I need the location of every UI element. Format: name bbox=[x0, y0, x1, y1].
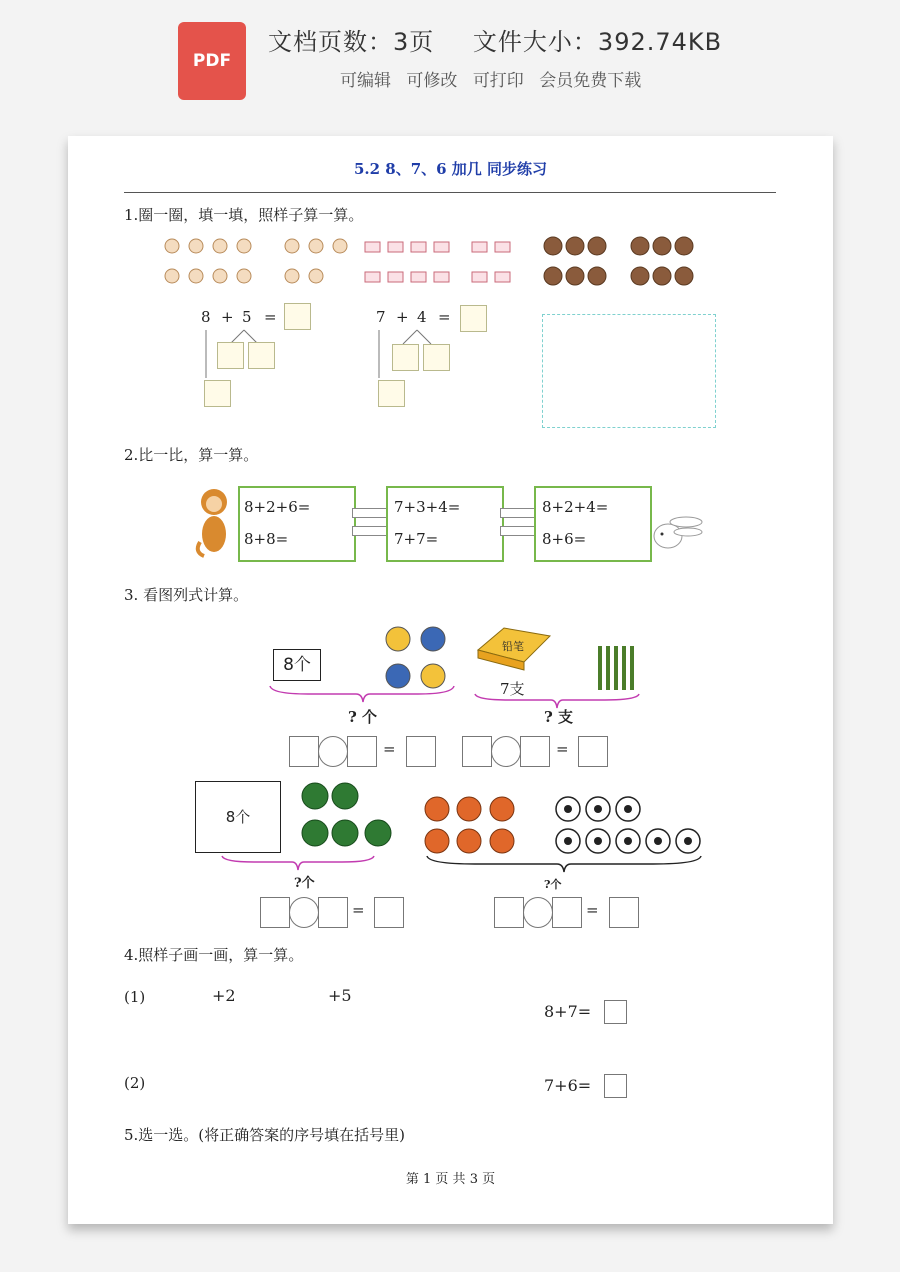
ex2-answer-box[interactable] bbox=[460, 305, 487, 332]
ex2-a: 7 bbox=[376, 308, 386, 326]
line-1-jump-1: +2 bbox=[212, 986, 236, 1005]
document-page bbox=[68, 136, 833, 1224]
line-1-answer-box[interactable] bbox=[604, 1000, 627, 1024]
q1-pictures bbox=[160, 234, 705, 296]
q3a-unit: ? 个 bbox=[348, 708, 378, 726]
pencils-icon bbox=[596, 642, 638, 694]
q3b-tag: 7支 bbox=[500, 680, 525, 698]
panel-2-line-2: 7+7= bbox=[394, 530, 439, 548]
ex2-eq: = bbox=[438, 308, 451, 326]
q3d-brace bbox=[425, 854, 705, 876]
connector-2a bbox=[500, 508, 536, 518]
line-1-id: (1) bbox=[124, 988, 146, 1006]
ex1-answer-box[interactable] bbox=[284, 303, 311, 330]
ex2-sum-box[interactable] bbox=[378, 380, 405, 407]
connector-2b bbox=[500, 526, 536, 536]
question-1-label: 1.圈一圈，填一填，照样子算一算。 bbox=[124, 206, 364, 224]
feature-download: 会员免费下载 bbox=[539, 71, 642, 91]
line-1-equation: 8+7= bbox=[544, 1002, 592, 1021]
volleyball-icons bbox=[383, 624, 453, 692]
q3c-unit: ?个 bbox=[294, 876, 315, 891]
ex1-a: 8 bbox=[201, 308, 211, 326]
page-count: 文档页数：3页 bbox=[268, 28, 435, 56]
file-size: 文件大小：392.74KB bbox=[472, 28, 723, 56]
pdf-icon: PDF bbox=[178, 22, 246, 100]
number-line-2 bbox=[148, 1068, 533, 1088]
question-2-label: 2.比一比，算一算。 bbox=[124, 446, 259, 464]
line-2-equation: 7+6= bbox=[544, 1076, 592, 1095]
q3c-result-box[interactable] bbox=[374, 897, 404, 928]
q3b-equals: = bbox=[556, 740, 569, 758]
watermelon-icons bbox=[300, 781, 400, 853]
pencil-box-icon bbox=[474, 622, 552, 674]
feature-editable: 可编辑 bbox=[340, 71, 391, 91]
ex1-sum-box[interactable] bbox=[204, 380, 231, 407]
q3d-unit: ?个 bbox=[544, 878, 562, 891]
q3a-result-box[interactable] bbox=[406, 736, 436, 767]
ex3-drawing-area[interactable] bbox=[542, 314, 716, 428]
q3a-known-box: 8个 bbox=[273, 649, 321, 681]
q3c-operator-circle[interactable] bbox=[289, 897, 319, 928]
ex1-eq: = bbox=[264, 308, 277, 326]
feature-modifiable: 可修改 bbox=[406, 71, 458, 91]
ex2-b: 4 bbox=[417, 308, 427, 326]
q3b-result-box[interactable] bbox=[578, 736, 608, 767]
question-4-label: 4.照样子画一画，算一算。 bbox=[124, 946, 304, 964]
monkey-icon bbox=[192, 482, 232, 560]
title-rule bbox=[124, 192, 776, 193]
q3c-known-box: 8个 bbox=[195, 781, 281, 853]
q3d-equals: = bbox=[586, 901, 599, 919]
ex1-b: 5 bbox=[242, 308, 252, 326]
document-header bbox=[0, 0, 900, 125]
line-2-id: (2) bbox=[124, 1074, 146, 1092]
soccer-ball-icons bbox=[554, 796, 706, 856]
question-5-label: 5.选一选。(将正确答案的序号填在括号里) bbox=[124, 1126, 406, 1144]
ex1-split-box-1[interactable] bbox=[217, 342, 244, 369]
connector-1a bbox=[352, 508, 388, 518]
line-1-jump-2: +5 bbox=[328, 986, 352, 1005]
q3c-equals: = bbox=[352, 901, 365, 919]
q3d-result-box[interactable] bbox=[609, 897, 639, 928]
basketball-icons bbox=[424, 796, 524, 856]
ex2-split-box-1[interactable] bbox=[392, 344, 419, 371]
q3b-operator-circle[interactable] bbox=[491, 736, 521, 767]
pencil-box-label: 铅笔 bbox=[502, 640, 524, 653]
feature-printable: 可打印 bbox=[472, 71, 524, 91]
connector-1b bbox=[352, 526, 388, 536]
q3a-eq-box-1[interactable] bbox=[289, 736, 319, 767]
panel-1-line-2: 8+8= bbox=[244, 530, 289, 548]
q3c-brace bbox=[220, 854, 380, 874]
q3d-operator-circle[interactable] bbox=[523, 897, 553, 928]
q3a-eq-box-2[interactable] bbox=[347, 736, 377, 767]
q3d-eq-box-1[interactable] bbox=[494, 897, 524, 928]
q3c-eq-box-1[interactable] bbox=[260, 897, 290, 928]
q3c-eq-box-2[interactable] bbox=[318, 897, 348, 928]
doc-meta bbox=[268, 22, 752, 57]
ex1-split-box-2[interactable] bbox=[248, 342, 275, 369]
page-footer: 第 1 页 共 3 页 bbox=[405, 1172, 496, 1187]
panel-3-line-1: 8+2+4= bbox=[542, 498, 609, 516]
q3a-equals: = bbox=[383, 740, 396, 758]
q3b-unit: ? 支 bbox=[544, 708, 574, 726]
ex2-op: + bbox=[396, 308, 409, 326]
line-2-answer-box[interactable] bbox=[604, 1074, 627, 1098]
q3a-operator-circle[interactable] bbox=[318, 736, 348, 767]
q3b-eq-box-1[interactable] bbox=[462, 736, 492, 767]
panel-3-line-2: 8+6= bbox=[542, 530, 587, 548]
q3a-brace bbox=[268, 684, 458, 706]
panel-1-line-1: 8+2+6= bbox=[244, 498, 311, 516]
ex2-split-box-2[interactable] bbox=[423, 344, 450, 371]
page-title: 5.2 8、7、6 加几 同步练习 bbox=[353, 160, 548, 178]
ex1-op: + bbox=[221, 308, 234, 326]
q3d-eq-box-2[interactable] bbox=[552, 897, 582, 928]
feature-list bbox=[340, 66, 651, 91]
question-3-label: 3. 看图列式计算。 bbox=[124, 586, 249, 604]
panel-2-line-1: 7+3+4= bbox=[394, 498, 461, 516]
q3b-eq-box-2[interactable] bbox=[520, 736, 550, 767]
number-line-1 bbox=[148, 1004, 533, 1024]
rabbit-icon bbox=[648, 510, 704, 554]
